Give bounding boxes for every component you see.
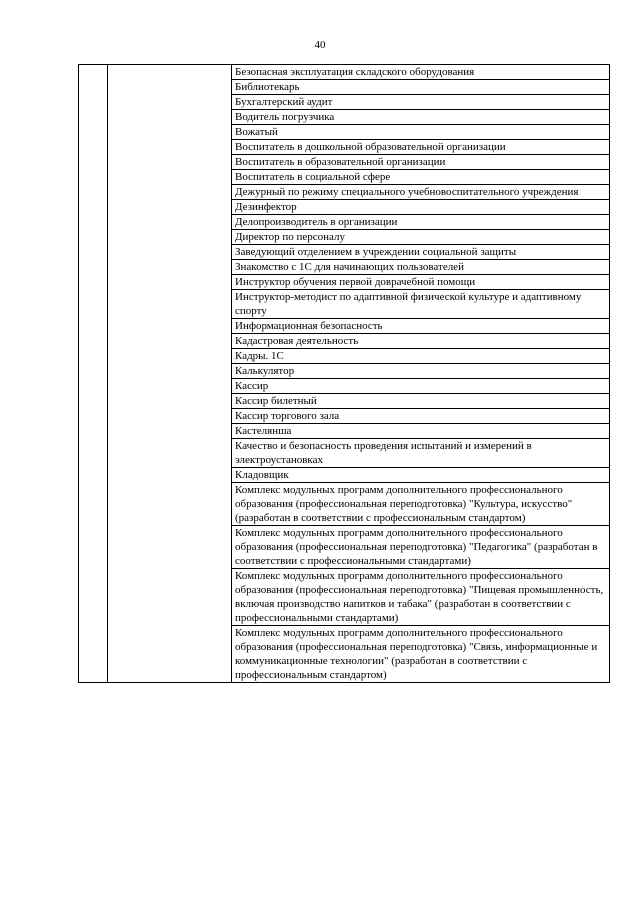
program-name-cell: Инструктор-методист по адаптивной физической культуре и адаптивному спорту (232, 290, 610, 319)
program-name-cell: Кадастровая деятельность (232, 334, 610, 349)
program-table-body (79, 65, 610, 683)
program-name-cell: Делопроизводитель в организации (232, 215, 610, 230)
program-name-cell: Качество и безопасность проведения испытаний и измерений в электроустановках (232, 439, 610, 468)
program-name-cell: Кассир торгового зала (232, 409, 610, 424)
program-name-cell: Воспитатель в дошкольной образовательной организации (232, 140, 610, 155)
program-name-cell: Знакомство с 1С для начинающих пользователей (232, 260, 610, 275)
program-name-cell: Кассир билетный (232, 394, 610, 409)
organization-column-cell (108, 65, 232, 683)
table-row (79, 65, 610, 80)
program-table (78, 64, 610, 683)
program-name-cell: Кассир (232, 379, 610, 394)
program-name-cell: Калькулятор (232, 364, 610, 379)
program-name-cell: Комплекс модульных программ дополнительного профессионального образования (профессиональная переподготовка) "Пищевая промышленность, включая производство напитков и табака" (разработан в соответствии с профессиональными стандартами) (232, 569, 610, 626)
program-name-cell: Заведующий отделением в учреждении социальной защиты (232, 245, 610, 260)
program-name-cell: Инструктор обучения первой доврачебной помощи (232, 275, 610, 290)
program-name-cell: Комплекс модульных программ дополнительного профессионального образования (профессиональная переподготовка) "Связь, информационные и коммуникационные технологии" (разработан в соответствии с профессиональным стандартом) (232, 626, 610, 683)
number-column-cell (79, 65, 108, 683)
program-name-cell: Воспитатель в образовательной организации (232, 155, 610, 170)
program-name-cell: Вожатый (232, 125, 610, 140)
program-name-cell: Воспитатель в социальной сфере (232, 170, 610, 185)
program-name-cell: Комплекс модульных программ дополнительного профессионального образования (профессиональная переподготовка) "Педагогика" (разработан в соответствии с профессиональными стандартами) (232, 526, 610, 569)
program-name-cell: Информационная безопасность (232, 319, 610, 334)
program-name-cell: Бухгалтерский аудит (232, 95, 610, 110)
program-name-cell: Водитель погрузчика (232, 110, 610, 125)
program-name-cell: Кастелянша (232, 424, 610, 439)
page-number: 40 (314, 39, 326, 51)
program-name-cell: Комплекс модульных программ дополнительного профессионального образования (профессиональная переподготовка) "Культура, искусство" (разработан в соответствии с профессиональным стандартом) (232, 483, 610, 526)
program-name-cell: Библиотекарь (232, 80, 610, 95)
program-name-cell: Дезинфектор (232, 200, 610, 215)
program-name-cell: Кадры. 1С (232, 349, 610, 364)
program-name-cell: Дежурный по режиму специального учебновоспитательного учреждения (232, 185, 610, 200)
program-name-cell: Кладовщик (232, 468, 610, 483)
program-name-cell: Безопасная эксплуатация складского оборудования (232, 65, 610, 80)
program-name-cell: Директор по персоналу (232, 230, 610, 245)
